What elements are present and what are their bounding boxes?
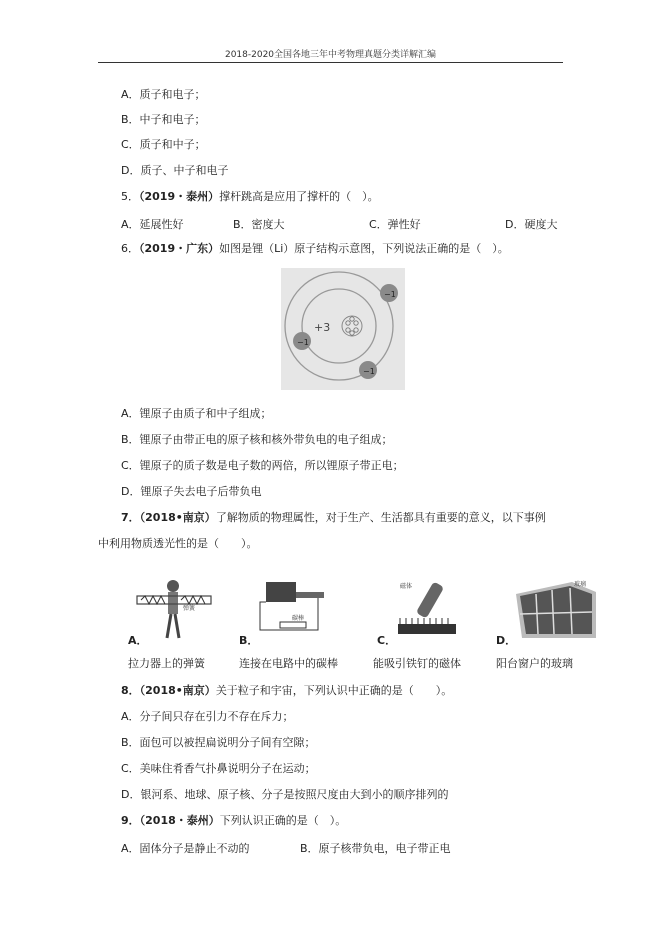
q7-caption-c: 能吸引铁钉的磁体 [373, 657, 461, 670]
q5-option-d: D．硬度大 [505, 218, 558, 231]
q8-option-b: B．面包可以被捏扁说明分子间有空隙； [121, 736, 316, 749]
spring-tag: 弹簧 [183, 605, 196, 612]
q6-option-b: B．锂原子由带正电的原子核和核外带负电的电子组成； [121, 433, 393, 446]
q8-number: 8． [121, 684, 140, 697]
glass-tag: 玻璃 [574, 581, 587, 588]
q7-stem-line2: 中利用物质透光性的是（ ）。 [98, 537, 258, 550]
electron-label: −1 [384, 290, 396, 299]
q7-caption-b: 连接在电路中的碳棒 [239, 657, 338, 670]
q4-option-a: A．质子和电子； [121, 88, 206, 101]
carbon-rod-circuit-picture [258, 578, 328, 640]
q9-number: 9． [121, 814, 140, 827]
q8-source: （2018•南京） [139, 684, 216, 697]
q9-text: 下列认识正确的是（ ）。 [219, 814, 347, 827]
q5-option-c: C．弹性好 [369, 218, 421, 231]
q5-text: 撑杆跳高是应用了撑杆的（ ）。 [219, 190, 379, 203]
q7-picture-c-letter: C． [377, 634, 397, 647]
q7-caption-a: 拉力器上的弹簧 [128, 657, 205, 670]
page-header: 2018-2020全国各地三年中考物理真题分类详解汇编 [224, 50, 437, 60]
q5-stem [121, 190, 379, 204]
q6-number: 6． [121, 242, 139, 255]
q7-text: 了解物质的物理属性，对于生产、生活都具有重要的意义，以下事例 [215, 511, 546, 524]
q5-option-b: B．密度大 [233, 218, 285, 231]
outer-orbit [285, 272, 393, 380]
magnet-tag: 磁体 [400, 583, 413, 590]
spring-exerciser-picture [135, 578, 215, 640]
q8-text: 关于粒子和宇宙，下列认识中正确的是（ ）。 [215, 684, 453, 697]
electron-outer [380, 284, 398, 302]
q8-option-a: A．分子间只存在引力不存在斥力； [121, 710, 294, 723]
electron-label: −1 [297, 338, 309, 347]
electron-inner-left [293, 332, 311, 350]
q9-option-a: A．固体分子是静止不动的 [121, 842, 250, 855]
q7-picture-a-letter: A． [128, 634, 148, 647]
q6-option-c: C．锂原子的质子数是电子数的两倍，所以锂原子带正电； [121, 459, 404, 472]
electron-label: −1 [363, 367, 375, 376]
q5-source: （2019・泰州） [139, 190, 220, 203]
q6-option-d: D．锂原子失去电子后带负电 [121, 485, 262, 498]
q5-number: 5． [121, 190, 139, 203]
q6-stem [121, 242, 509, 256]
lithium-atom-diagram [281, 268, 405, 390]
electron-inner-right [359, 361, 377, 379]
q4-option-b: B．中子和电子； [121, 113, 206, 126]
carbon-rod-tag: 碳棒 [292, 615, 305, 622]
q6-source: （2019・广东） [139, 242, 220, 255]
q9-option-b: B．原子核带负电，电子带正电 [300, 842, 451, 855]
nucleus-icon [342, 316, 362, 336]
q8-option-d: D．银河系、地球、原子核、分子是按照尺度由大到小的顺序排列的 [121, 788, 449, 801]
q7-picture-b-letter: B． [239, 634, 259, 647]
q6-text: 如图是锂（Li）原子结构示意图，下列说法正确的是（ ）。 [219, 242, 509, 255]
balcony-window-picture [512, 578, 600, 640]
header-rule [98, 62, 563, 63]
q9-source: （2018・泰州） [139, 814, 220, 827]
q8-stem [121, 684, 452, 698]
q7-stem [121, 511, 546, 525]
q8-option-c: C．美味住肴香气扑鼻说明分子在运动； [121, 762, 316, 775]
q4-option-d: D．质子、中子和电子 [121, 164, 229, 177]
q7-source: （2018•南京） [139, 511, 216, 524]
q6-option-a: A．锂原子由质子和中子组成； [121, 407, 272, 420]
q5-option-a: A．延展性好 [121, 218, 184, 231]
magnet-picture [396, 578, 458, 640]
q7-picture-d-letter: D． [496, 634, 517, 647]
nucleus-charge-label: +3 [314, 321, 331, 334]
q7-caption-d: 阳台窗户的玻璃 [496, 657, 573, 670]
q4-option-c: C．质子和中子； [121, 138, 206, 151]
q7-number: 7． [121, 511, 140, 524]
q9-stem [121, 814, 346, 828]
